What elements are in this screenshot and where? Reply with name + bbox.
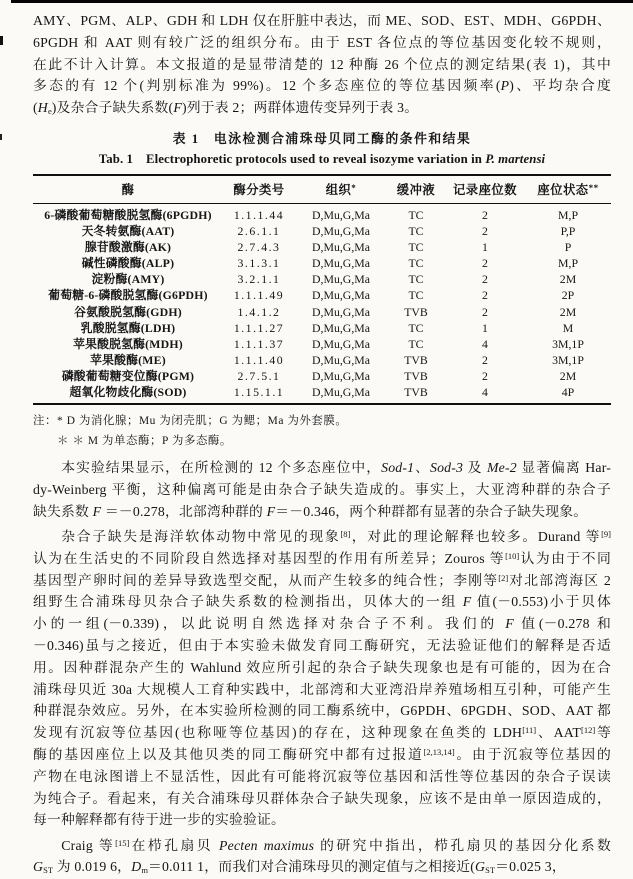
table-row	[33, 352, 611, 368]
table-caption-en: Tab. 1 Electrophoretic protocols used to reveal isozyme variation in P. martensi	[98, 151, 546, 166]
text-line: 小的一组(－0.339)，以此说明自然选择对杂合子不利。我们的 F 值(－0.278 和	[33, 616, 611, 632]
enzyme-table-head	[33, 175, 611, 204]
loci-count-cell: 2	[482, 304, 488, 319]
col-header-buffer: 缓冲液	[387, 175, 445, 204]
buffer-cell: TVB	[404, 368, 428, 383]
paragraph-intro	[33, 10, 611, 119]
loci-count-cell: 2	[482, 224, 488, 239]
locus-status-cell: 2P	[561, 288, 575, 303]
tissue-cell: D,Mu,G,Ma	[312, 272, 370, 287]
text-line: 为纯合子。看起来，有关合浦珠母贝群体杂合子缺失现象，应该不是由单一原因造成的，	[33, 790, 611, 806]
locus-status-cell: 3M,1P	[552, 352, 584, 367]
tissue-cell: D,Mu,G,Ma	[312, 368, 370, 383]
text-line: dy-Weinberg 平衡，这种偏离可能是由杂合子缺失造成的。事实上，大亚湾种群的杂合子	[33, 481, 611, 497]
ec-number-cell: 2.7.5.1	[237, 368, 281, 383]
loci-count-cell: 1	[482, 320, 488, 335]
text-line: 6PGDH 和 AAT 则有较广泛的组织分布。由于 EST 各位点的等位基因变化较不规则，	[33, 34, 611, 50]
locus-status-cell: 2M	[559, 272, 577, 287]
locus-status-cell: P,P	[560, 224, 576, 239]
loci-count-cell: 4	[482, 385, 488, 400]
text-line: 酶的基因座位上以及其他贝类的同工酶研究中都有过报道[2,13,14]。由于沉寂等位基因的	[33, 746, 611, 762]
tissue-cell: D,Mu,G,Ma	[312, 207, 370, 222]
col-header-ec-number: 酶分类号	[223, 175, 295, 204]
loci-count-cell: 2	[482, 368, 488, 383]
enzyme-name-cell: 腺苷酸激酶(AK)	[84, 240, 172, 255]
tissue-cell: D,Mu,G,Ma	[312, 288, 370, 303]
col-header-locus-status: 座位状态**	[525, 175, 611, 204]
buffer-cell: TVB	[404, 304, 428, 319]
paragraph-results	[33, 457, 611, 522]
buffer-cell: TC	[408, 207, 424, 222]
col-header-tissue: 组织*	[295, 175, 387, 204]
enzyme-name-cell: 天冬转氨酶(AAT)	[81, 224, 175, 239]
buffer-cell: TVB	[404, 352, 428, 367]
table-row	[33, 304, 611, 320]
col-header-enzyme: 酶	[33, 175, 223, 204]
tissue-cell: D,Mu,G,Ma	[312, 320, 370, 335]
text-line: Craig 等[15]在栉孔扇贝 Pecten maximus 的研究中指出，栉孔扇贝的基因分化系数	[61, 837, 611, 853]
table-row	[33, 203, 611, 223]
tissue-cell: D,Mu,G,Ma	[312, 224, 370, 239]
col-header-loci-count: 记录座位数	[445, 175, 525, 204]
enzyme-name-cell: 苹果酸脱氢酶(MDH)	[73, 336, 183, 351]
buffer-cell: TC	[408, 320, 424, 335]
enzyme-table	[33, 174, 611, 405]
locus-status-cell: M	[562, 320, 574, 335]
text-line: $(H_e)$及杂合子缺失系数(F)列于表 2；两群体遗传变异列于表 3。	[33, 100, 419, 117]
table-row	[33, 239, 611, 255]
table-row	[33, 223, 611, 239]
ec-number-cell: 1.1.1.44	[233, 207, 285, 222]
text-line: 在此不计入计算。本文报道的是显带清楚的 12 种酶 26 个位点的测定结果(表 1)，其中	[33, 56, 611, 72]
table-note-tissue: 注：* D 为消化腺；Mu 为闭壳肌；G 为鳃；Ma 为外套膜。	[33, 415, 348, 428]
paragraph-discussion	[33, 526, 611, 831]
buffer-cell: TC	[408, 224, 424, 239]
text-line: 认为在生活史的不同阶段自然选择对基因型的作用有所差异；Zouros 等[10]认为由于不同	[33, 550, 611, 566]
ec-number-cell: 1.1.1.27	[233, 320, 285, 335]
text-line: 种群混杂效应。另外，在本实验所检测的同工酶系统中，G6PDH、6PGDH、SOD、AAT 都	[33, 703, 611, 719]
enzyme-name-cell: 谷氨酸脱氢酶(GDH)	[74, 304, 182, 319]
ec-number-cell: 2.6.1.1	[237, 224, 281, 239]
loci-count-cell: 4	[482, 336, 488, 351]
buffer-cell: TC	[408, 272, 424, 287]
table-row	[33, 271, 611, 287]
text-line: －0.346)虽与之接近，但由于本实验未做发育同工酶研究，无法验证他们的解释是否适	[33, 637, 611, 653]
scan-speck	[0, 36, 3, 45]
text-line: 多态的有 12 个(判别标准为 99%)。12 个多态座位的等位基因频率(P)、平均杂合度	[33, 78, 611, 94]
enzyme-table-body	[33, 203, 611, 404]
loci-count-cell: 2	[482, 288, 488, 303]
tissue-cell: D,Mu,G,Ma	[312, 352, 370, 367]
text-line: 产物在电泳图谱上不显活性，因此有可能将沉寂等位基因和活性等位基因的杂合子误读	[33, 768, 611, 784]
table-caption-cn: 表 1 电泳检测合浦珠母贝同工酶的条件和结果	[172, 131, 472, 146]
ec-number-cell: 1.1.1.40	[233, 352, 285, 367]
enzyme-name-cell: 淀粉酶(AMY)	[91, 272, 165, 287]
tissue-cell: D,Mu,G,Ma	[312, 336, 370, 351]
table-row	[33, 320, 611, 336]
text-line: 每一种解释都有待于进一步的实验验证。	[33, 812, 285, 828]
table-row	[33, 384, 611, 404]
ec-number-cell: 3.2.1.1	[237, 272, 281, 287]
text-line: 缺失系数 F ＝－0.278，北部湾种群的 F＝－0.346，两个种群都有显著的杂合子缺失现象。	[33, 503, 588, 519]
text-line: 用。因种群混杂产生的 Wahlund 效应所引起的杂合子缺失现象也是有可能的，因为在合	[33, 659, 611, 675]
table-row	[33, 287, 611, 303]
text-line: AMY、PGM、ALP、GDH 和 LDH 仅在肝脏中表达，而 ME、SOD、EST、MDH、G6PDH、	[33, 13, 611, 28]
table-header-row	[33, 175, 611, 204]
scan-speck	[0, 134, 2, 140]
enzyme-name-cell: 葡萄糖-6-磷酸脱氢酶(G6PDH)	[48, 288, 208, 303]
scan-edge-artifact	[11, 0, 633, 3]
enzyme-name-cell: 6-磷酸葡萄糖酸脱氢酶(6PGDH)	[44, 207, 212, 222]
loci-count-cell: 2	[482, 272, 488, 287]
page-content	[33, 10, 611, 878]
table-note-status: ＊ ＊ M 为单态酶；P 为多态酶。	[57, 434, 232, 447]
buffer-cell: TC	[408, 240, 424, 255]
enzyme-name-cell: 碱性磷酸酶(ALP)	[81, 256, 175, 271]
ec-number-cell: 1.1.1.49	[233, 288, 285, 303]
loci-count-cell: 2	[482, 256, 488, 271]
text-line: 组野生合浦珠母贝杂合子缺失系数的检测指出，贝体大的一组 F 值(－0.553)小于贝体	[33, 594, 611, 610]
table-notes	[33, 412, 611, 451]
tissue-cell: D,Mu,G,Ma	[312, 256, 370, 271]
paragraph-comparison	[33, 835, 611, 879]
ec-number-cell: 1.1.1.37	[233, 336, 285, 351]
locus-status-cell: 3M,1P	[552, 336, 584, 351]
buffer-cell: TC	[408, 256, 424, 271]
table-row	[33, 255, 611, 271]
ec-number-cell: 3.1.3.1	[237, 256, 281, 271]
tissue-cell: D,Mu,G,Ma	[312, 304, 370, 319]
locus-status-cell: M,P	[558, 256, 578, 271]
text-line: $G_{ST}$ 为 0.019 6，$D_m=0.011$ 1，而我们对合浦珠母贝的测定值与之相接近($G_{ST}=0.025$ 3，	[33, 859, 566, 876]
loci-count-cell: 1	[482, 240, 488, 255]
enzyme-name-cell: 乳酸脱氢酶(LDH)	[80, 320, 176, 335]
ec-number-cell: 1.4.1.2	[237, 304, 281, 319]
locus-status-cell: 2M	[559, 368, 577, 383]
loci-count-cell: 2	[482, 207, 488, 222]
text-line: 杂合子缺失是海洋软体动物中常见的现象[8]，对此的理论解释也较多。Durand 等[9]	[61, 529, 611, 544]
tissue-cell: D,Mu,G,Ma	[312, 240, 370, 255]
ec-number-cell: 1.15.1.1	[233, 385, 285, 400]
buffer-cell: TVB	[404, 385, 428, 400]
enzyme-name-cell: 磷酸葡萄糖变位酶(PGM)	[61, 368, 195, 383]
buffer-cell: TC	[408, 336, 424, 351]
text-line: 基因型产卵时间的差异导致选型交配，从而产生较多的纯合性；李刚等[2]对北部湾海区 2	[33, 572, 611, 588]
ec-number-cell: 2.7.4.3	[237, 240, 281, 255]
locus-status-cell: 4P	[561, 385, 575, 400]
locus-status-cell: 2M	[559, 304, 577, 319]
enzyme-name-cell: 超氧化物歧化酶(SOD)	[69, 385, 187, 400]
table-row	[33, 368, 611, 384]
table-row	[33, 336, 611, 352]
locus-status-cell: P	[564, 240, 572, 255]
text-line: 浦珠母贝近 30a 大规模人工育种实践中，北部湾和大亚湾沿岸养殖场相互引种，可能产生	[33, 681, 611, 697]
buffer-cell: TC	[408, 288, 424, 303]
text-line: 本实验结果显示，在所检测的 12 个多态座位中，Sod-1、Sod-3 及 Me-2 显著偏离 Har-	[61, 460, 611, 476]
loci-count-cell: 2	[482, 352, 488, 367]
tissue-cell: D,Mu,G,Ma	[312, 385, 370, 400]
enzyme-name-cell: 苹果酸酶(ME)	[90, 352, 166, 367]
locus-status-cell: M,P	[558, 207, 578, 222]
text-line: 发现有沉寂等位基因(也称哑等位基因)的存在，这种现象在鱼类的 LDH[11]、AAT[12]等	[33, 725, 611, 741]
